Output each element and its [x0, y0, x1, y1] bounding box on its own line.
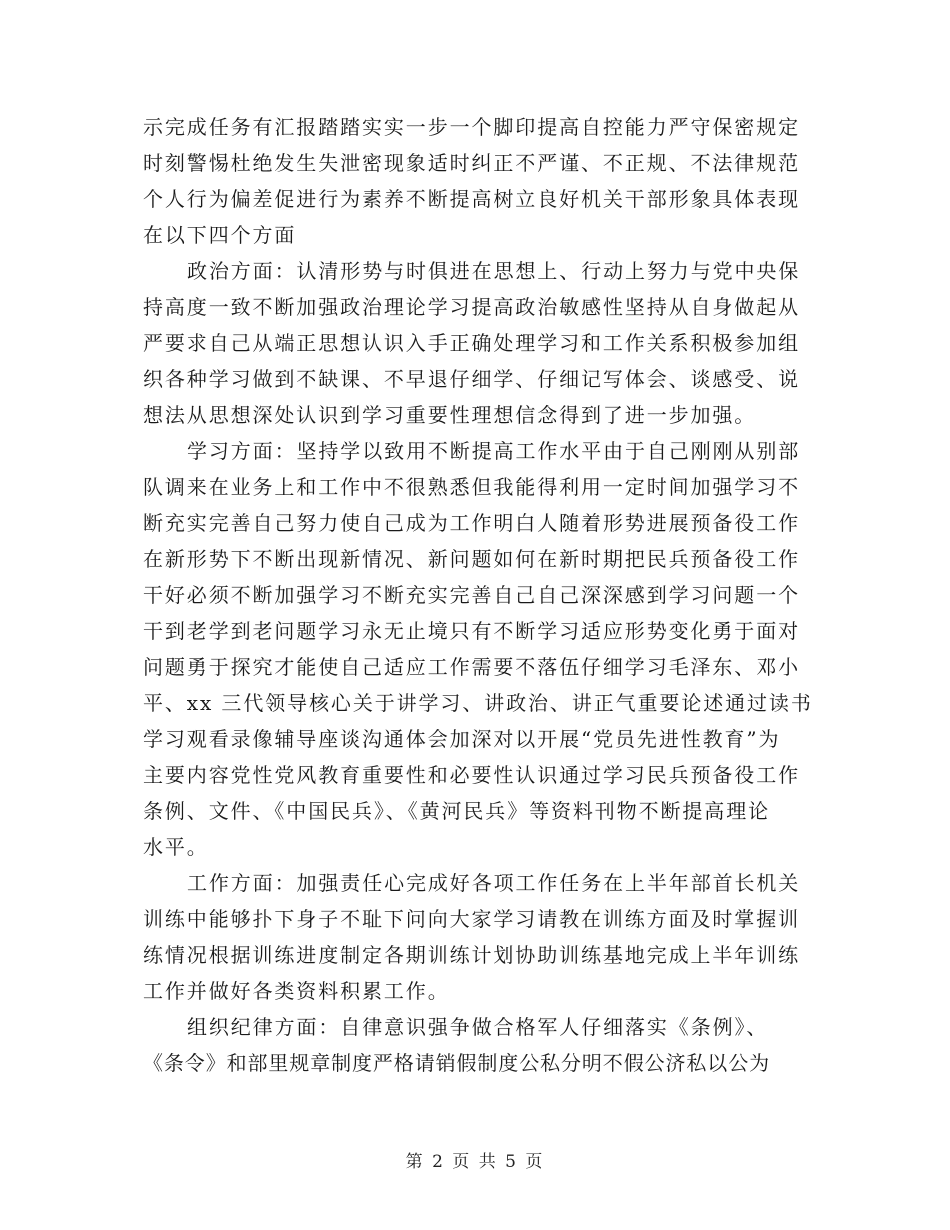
text-line: 条例、文件、《中国民兵》、《黄河民兵》等资料刊物不断提高理论	[143, 799, 770, 823]
text-line: 示完成任务有汇报踏踏实实一步一个脚印提高自控能力严守保密规定	[143, 115, 800, 139]
text-line: 在以下四个方面	[143, 223, 297, 247]
text-line: 严要求自己从端正思想认识入手正确处理学习和工作关系积极参加组	[143, 331, 800, 355]
paragraph-study	[143, 433, 813, 865]
text-line: 队调来在业务上和工作中不很熟悉但我能得利用一定时间加强学习不	[143, 475, 800, 499]
text-line: 平、xx 三代领导核心关于讲学习、讲政治、讲正气重要论述通过读书	[143, 691, 813, 715]
text-line: 学习观看录像辅导座谈沟通体会加深对以开展“党员先进性教育”为	[143, 727, 781, 751]
text-line: 时刻警惕杜绝发生失泄密现象适时纠正不严谨、不正规、不法律规范	[143, 151, 800, 175]
text-line: 问题勇于探究才能使自己适应工作需要不落伍仔细学习毛泽东、邓小	[143, 655, 800, 679]
paragraph-political	[143, 253, 803, 433]
text-line: 练情况根据训练进度制定各期训练计划协助训练基地完成上半年训练	[143, 943, 800, 967]
text-line: 主要内容党性党风教育重要性和必要性认识通过学习民兵预备役工作	[143, 763, 800, 787]
text-line: 组织纪律方面：自律意识强争做合格军人仔细落实《条例》、	[187, 1015, 769, 1039]
text-line: 在新形势下不断出现新情况、新问题如何在新时期把民兵预备役工作	[143, 547, 800, 571]
text-line: 工作方面：加强责任心完成好各项工作任务在上半年部首长机关	[187, 871, 801, 895]
paragraph-work	[143, 865, 803, 1009]
text-line: 政治方面：认清形势与时俱进在思想上、行动上努力与党中央保	[187, 259, 801, 283]
paragraph-discipline	[143, 1009, 803, 1081]
text-line: 持高度一致不断加强政治理论学习提高政治敏感性坚持从自身做起从	[143, 295, 800, 319]
text-line: 干好必须不断加强学习不断充实完善自己自己深深感到学习问题一个	[143, 583, 800, 607]
text-line: 干到老学到老问题学习永无止境只有不断学习适应形势变化勇于面对	[143, 619, 800, 643]
text-line: 《条令》和部里规章制度严格请销假制度公私分明不假公济私以公为	[143, 1051, 770, 1075]
document-body	[143, 109, 813, 1081]
text-line: 工作并做好各类资料积累工作。	[143, 979, 450, 1003]
paragraph-intro	[143, 109, 803, 253]
text-line: 织各种学习做到不缺课、不早退仔细学、仔细记写体会、谈感受、说	[143, 367, 800, 391]
text-line: 想法从思想深处认识到学习重要性理想信念得到了进一步加强。	[143, 403, 757, 427]
text-line: 个人行为偏差促进行为素养不断提高树立良好机关干部形象具体表现	[143, 187, 800, 211]
text-line: 断充实完善自己努力使自己成为工作明白人随着形势进展预备役工作	[143, 511, 800, 535]
page-number-footer: 第 2 页 共 5 页	[405, 1152, 545, 1172]
text-line: 训练中能够扑下身子不耻下问向大家学习请教在训练方面及时掌握训	[143, 907, 800, 931]
text-line: 水平。	[143, 835, 209, 859]
text-line: 学习方面：坚持学以致用不断提高工作水平由于自己刚刚从别部	[187, 439, 801, 463]
